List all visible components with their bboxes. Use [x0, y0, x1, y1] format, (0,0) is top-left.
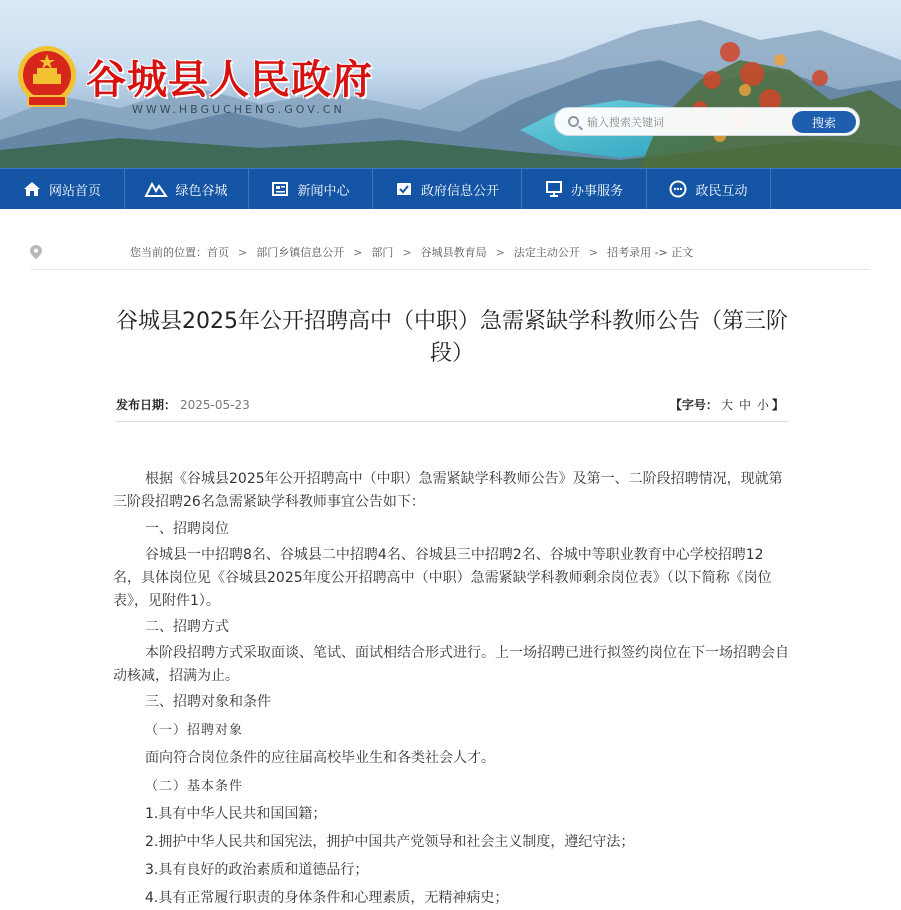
- header-banner: [0, 0, 901, 168]
- font-size-medium[interactable]: 中: [738, 398, 751, 412]
- article-body: [113, 468, 789, 910]
- font-size-label: 【字号：: [669, 398, 718, 412]
- nav-citizen-interaction[interactable]: [647, 169, 771, 209]
- nav-label: 新闻中心: [297, 183, 350, 199]
- subheading-targets: （一）招聘对象: [145, 723, 244, 738]
- nav-label: 政府信息公开: [420, 183, 499, 199]
- mountain-icon: [145, 180, 167, 198]
- breadcrumb-education-bureau[interactable]: 谷城县教育局: [420, 246, 487, 259]
- section-heading-conditions: 三、招聘对象和条件: [145, 694, 271, 710]
- search-box: [554, 107, 860, 136]
- condition-item: 1.具有中华人民共和国国籍；: [145, 806, 327, 822]
- nav-label: 绿色谷城: [175, 183, 228, 199]
- section-heading-method: 二、招聘方式: [145, 619, 229, 635]
- chat-icon: [669, 180, 687, 198]
- nav-services[interactable]: [522, 169, 647, 209]
- paragraph-intro: 根据《谷城县2025年公开招聘高中（中职）急需紧缺学科教师公告》及第一、二阶段招聘情况，现就第三阶段招聘26名急需紧缺学科教师事宜公告如下：: [113, 471, 783, 510]
- article-meta: [116, 396, 788, 422]
- breadcrumb-dept-town-info[interactable]: 部门乡镇信息公开: [256, 246, 345, 259]
- breadcrumb-recruitment[interactable]: 招考录用 -> 正文: [607, 246, 694, 259]
- breadcrumb-separator: >: [495, 246, 505, 259]
- nav-label: 政民互动: [695, 183, 748, 199]
- publish-date-label: 发布日期：: [116, 398, 177, 412]
- site-title[interactable]: 谷城县人民政府: [86, 56, 373, 103]
- article-title: 谷城县2025年公开招聘高中（中职）急需紧缺学科教师公告（第三阶段）: [116, 309, 788, 366]
- font-size-switcher: [670, 396, 784, 413]
- search-button[interactable]: 搜索: [792, 111, 856, 133]
- nav-home[interactable]: [0, 169, 125, 209]
- breadcrumb-prefix: 您当前的位置：: [130, 246, 207, 259]
- location-pin-icon: [30, 245, 42, 259]
- service-monitor-icon: [545, 180, 563, 198]
- breadcrumb-separator: >: [353, 246, 363, 259]
- breadcrumb-statutory-disclosure[interactable]: 法定主动公开: [513, 246, 580, 259]
- national-emblem-icon: [16, 44, 78, 110]
- home-icon: [23, 180, 41, 198]
- site-url: WWW.HBGUCHENG.GOV.CN: [132, 103, 345, 116]
- subheading-basic-conditions: （二）基本条件: [145, 779, 244, 794]
- breadcrumb-home[interactable]: 首页: [207, 246, 229, 259]
- section-heading-positions: 一、招聘岗位: [145, 521, 229, 537]
- publish-date: 2025-05-23: [180, 398, 250, 412]
- nav-label: 办事服务: [570, 183, 623, 199]
- info-disclosure-icon: [395, 180, 413, 198]
- nav-news-center[interactable]: [249, 169, 373, 209]
- breadcrumb-dept[interactable]: 部门: [371, 246, 394, 259]
- nav-gov-info-disclosure[interactable]: [373, 169, 522, 209]
- breadcrumb-separator: >: [238, 246, 248, 259]
- news-icon: [271, 180, 289, 198]
- search-input[interactable]: [587, 112, 787, 132]
- paragraph-positions: 谷城县一中招聘8名、谷城县二中招聘4名、谷城县三中招聘2名、谷城中等职业教育中心学校招聘12名，具体岗位见《谷城县2025年度公开招聘高中（中职）急需紧缺学科教师剩余岗位表》（以下简称《岗位表》，见附件1）。: [113, 547, 772, 609]
- nav-green-gucheng[interactable]: [125, 169, 249, 209]
- paragraph-targets: 面向符合岗位条件的应往届高校毕业生和各类社会人才。: [145, 750, 495, 766]
- condition-item: 4.具有正常履行职责的身体条件和心理素质，无精神病史；: [145, 890, 509, 906]
- font-size-large[interactable]: 大: [720, 398, 733, 412]
- font-size-small[interactable]: 小: [756, 398, 769, 412]
- condition-item: 3.具有良好的政治素质和道德品行；: [145, 862, 369, 878]
- main-nav: [0, 168, 901, 209]
- paragraph-method: 本阶段招聘方式采取面谈、笔试、面试相结合形式进行。上一场招聘已进行拟签约岗位在下一场招聘会自动核减，招满为止。: [113, 645, 789, 684]
- breadcrumb-separator: >: [402, 246, 412, 259]
- font-size-bracket: 】: [771, 398, 784, 412]
- breadcrumb: [30, 238, 870, 270]
- nav-label: 网站首页: [48, 183, 101, 199]
- search-icon: [568, 116, 579, 127]
- condition-item: 2.拥护中华人民共和国宪法，拥护中国共产党领导和社会主义制度，遵纪守法；: [145, 834, 635, 850]
- breadcrumb-separator: >: [588, 246, 599, 259]
